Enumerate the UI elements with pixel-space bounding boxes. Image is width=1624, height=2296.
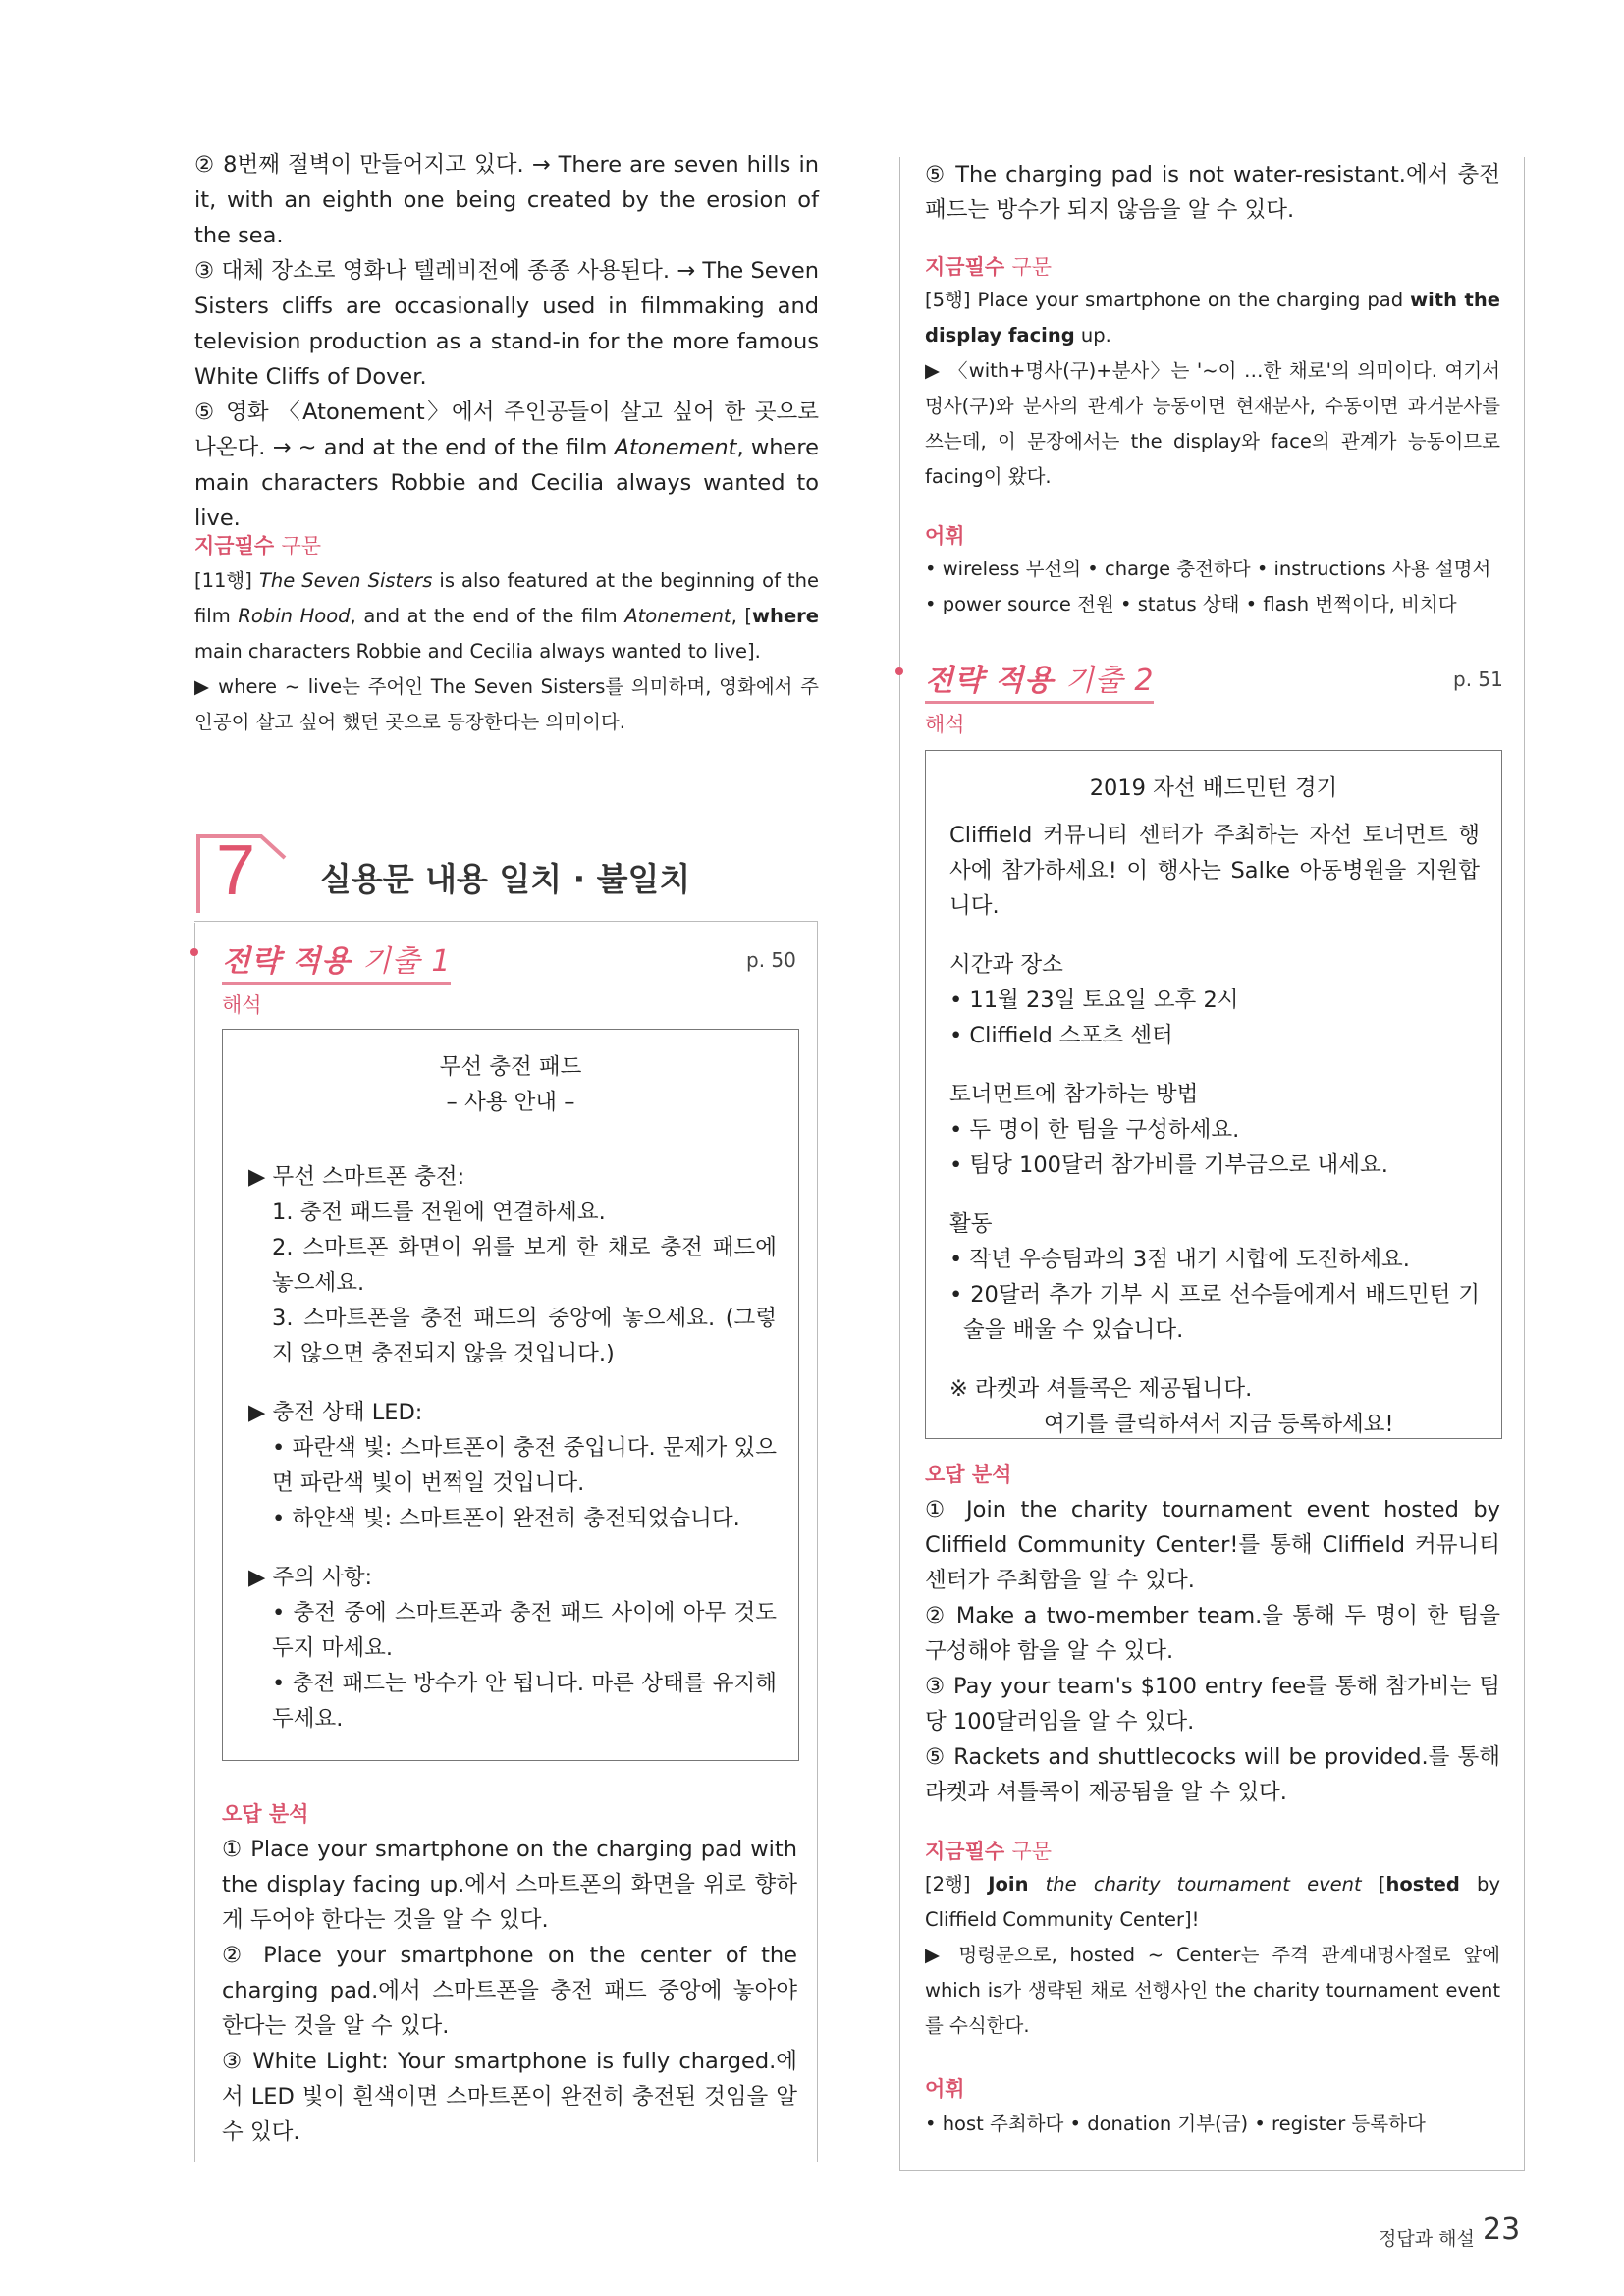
section-dot-2 [895, 667, 903, 675]
right-box-note1: ※ 라켓과 셔틀콕은 제공됩니다. [949, 1376, 1253, 1402]
intro-item-5: ⑤ 영화 〈Atonement〉에서 주인공들이 살고 싶어 한 곳으로 나온다. → ~ and at the end of the film Atonement, where main characters Robbie and Cecilia always wanted to live. [194, 400, 819, 531]
right-wrong-list [925, 1492, 1500, 1810]
right-grammar1-text: [5행] Place your smartphone on the charging pad with the display facing up. ▶ 〈with+명사(구)+분사〉는 '~이 …한 채로'의 의미이다. 여기서 명사(구)와 분사의 관계가 능동이면 현재분사, 수동이면 과거분사를 쓰는데, 이 문장에서는 the display와 face의 관계가 능동이므로 facing이 왔다. [925, 283, 1500, 495]
left-box-h2-item: • 하얀색 빛: 스마트폰이 완전히 충전되었습니다. [272, 1506, 740, 1531]
right-vocab1-line: • power source 전원 • status 상태 • flash 번쩍이다, 비치다 [925, 593, 1457, 615]
right-grammar1-note: ▶ 〈with+명사(구)+분사〉는 '~이 …한 채로'의 의미이다. 여기서 명사(구)와 분사의 관계가 능동이면 현재분사, 수동이면 과거분사를 쓰는데, 이 문장에서는 the display와 face의 관계가 능동이므로 facing이 왔다. [925, 359, 1500, 488]
right-frame-bottom [899, 2170, 1525, 2171]
right-box-title: 2019 자선 배드민턴 경기 [1089, 775, 1338, 801]
right-grammar1-label: 지금필수 구문 [925, 255, 1053, 279]
right-box-h2-item: • 팀당 100달러 참가비를 기부금으로 내세요. [949, 1152, 1388, 1178]
right-frame-right [1524, 157, 1525, 2171]
left-grammar-label: 지금필수 구문 [194, 534, 322, 558]
intro-item-3: ③ 대체 장소로 영화나 텔레비전에 종종 사용된다. → The Seven Sisters cliffs are occasionally used in filmmaking and television production as a stand-in for the more famous White Cliffs of Dover. [194, 258, 819, 390]
right-wrong-item: ② Make a two-member team.을 통해 두 명이 한 팀을 구성해야 함을 알 수 있다. [925, 1603, 1500, 1664]
section-page-1: p. 50 [746, 948, 796, 972]
right-wrong-item: ① Join the charity tournament event hosted by Cliffield Community Center!를 통해 Cliffield 커뮤니티 센터가 주최함을 알 수 있다. [925, 1497, 1500, 1593]
right-vocab2: • host 주최하다 • donation 기부(금) • register 등록하다 [925, 2112, 1426, 2135]
right-box-h3-item: • 20달러 추가 기부 시 프로 선수들에게서 배드민턴 기술을 배울 수 있습니다. [949, 1282, 1480, 1343]
left-wrong-list [222, 1832, 797, 2150]
page-number: 23 [1483, 2213, 1521, 2247]
right-box-h3-item: • 작년 우승팀과의 3점 내기 시합에 도전하세요. [949, 1247, 1410, 1272]
right-wrong-label: 오답 분석 [925, 1463, 1012, 1486]
right-box-h1: 시간과 장소 [949, 952, 1063, 978]
left-box-h1-item: 2. 스마트폰 화면이 위를 보게 한 채로 충전 패드에 놓으세요. [272, 1235, 777, 1296]
left-grammar-note: ▶ where ~ live는 주어인 The Seven Sisters를 의미하며, 영화에서 주인공이 살고 싶어 했던 곳으로 등장한다는 의미이다. [194, 675, 819, 733]
left-wrong-label: 오답 분석 [222, 1802, 309, 1826]
left-wrong-item: ① Place your smartphone on the charging pad with the display facing up.에서 스마트폰의 화면을 위로 향하게 두어야 한다는 것을 알 수 있다. [222, 1837, 797, 1933]
left-wrong-item: ② Place your smartphone on the center of the charging pad.에서 스마트폰을 충전 패드 중앙에 놓아야 한다는 것을 알 수 있다. [222, 1943, 797, 2039]
right-top-item: ⑤ The charging pad is not water-resistant.에서 충전 패드는 방수가 되지 않음을 알 수 있다. [925, 162, 1500, 223]
right-vocab1-line: • wireless 무선의 • charge 충전하다 • instructions 사용 설명서 [925, 558, 1491, 580]
right-vocab1-label: 어휘 [925, 524, 965, 548]
left-box-h2-item: • 파란색 빛: 스마트폰이 충전 중입니다. 문제가 있으면 파란색 빛이 번쩍일 것입니다. [272, 1435, 777, 1496]
right-wrong-item: ⑤ Rackets and shuttlecocks will be provided.를 통해 라켓과 셔틀콕이 제공됨을 알 수 있다. [925, 1744, 1500, 1805]
left-frame-line [194, 923, 195, 2162]
right-box [925, 750, 1502, 1439]
left-frame-top [194, 921, 817, 922]
left-intro [194, 147, 819, 536]
left-trans-label: 해석 [222, 993, 262, 1017]
chapter-number-box [194, 832, 283, 913]
left-box [222, 1029, 799, 1761]
left-box-subtitle: – 사용 안내 – [446, 1090, 575, 1115]
right-wrong-item: ③ Pay your team's $100 entry fee를 통해 참가비는 팀당 100달러임을 알 수 있다. [925, 1674, 1500, 1735]
footer-label: 정답과 해설 [1379, 2228, 1475, 2250]
right-trans-label: 해석 [925, 713, 965, 736]
right-grammar2-label: 지금필수 구문 [925, 1840, 1053, 1863]
section-page-2: p. 51 [1453, 667, 1503, 691]
section-dot [190, 948, 198, 956]
intro-item-2: ② 8번째 절벽이 만들어지고 있다. → There are seven hills in it, with an eighth one being created by the erosion of the sea. [194, 152, 819, 248]
right-vocab1 [925, 552, 1514, 622]
right-frame-left [899, 157, 900, 2171]
left-box-h3-item: • 충전 중에 스마트폰과 충전 패드 사이에 아무 것도 두지 마세요. [272, 1600, 777, 1661]
left-grammar-text: [11행] The Seven Sisters is also featured at the beginning of the film Robin Hood, and at the end of the film Atonement, [where main characters Robbie and Cecilia always wanted to live]. ▶ where ~ live는 주어인 The Seven Sisters를 의미하며, 영화에서 주인공이 살고 싶어 했던 곳으로 등장한다는 의미이다. [194, 563, 819, 740]
section-title-2: 전략 적용 기출 2 [925, 656, 1154, 704]
right-box-h1-item: • Cliffield 스포츠 센터 [949, 1023, 1173, 1048]
left-box-h1: ▶ 무선 스마트폰 충전: [248, 1164, 465, 1190]
chapter-number: 7 [216, 831, 256, 910]
left-box-h3-item: • 충전 패드는 방수가 안 됩니다. 마른 상태를 유지해 두세요. [272, 1671, 777, 1732]
left-box-h1-item: 3. 스마트폰을 충전 패드의 중앙에 놓으세요. (그렇지 않으면 충전되지 않을 것입니다.) [272, 1306, 777, 1366]
section-title-1: 전략 적용 기출 1 [222, 936, 451, 985]
left-box-h1-item: 1. 충전 패드를 전원에 연결하세요. [272, 1200, 606, 1225]
right-box-intro: Cliffield 커뮤니티 센터가 주최하는 자선 토너먼트 행사에 참가하세요! 이 행사는 Salke 아동병원을 지원합니다. [949, 823, 1480, 919]
right-box-h2-item: • 두 명이 한 팀을 구성하세요. [949, 1117, 1240, 1143]
left-box-title: 무선 충전 패드 [439, 1054, 582, 1080]
left-box-h3: ▶ 주의 사항: [248, 1565, 373, 1590]
right-vocab2-label: 어휘 [925, 2077, 965, 2101]
chapter-title: 실용문 내용 일치 · 불일치 [320, 860, 691, 898]
left-frame-right [817, 921, 818, 2162]
right-box-h2: 토너먼트에 참가하는 방법 [949, 1082, 1199, 1107]
right-grammar2-text: [2행] Join the charity tournament event [hosted by Cliffield Community Center]! ▶ 명령문으로, hosted ~ Center는 주격 관계대명사절로 앞에 which is가 생략된 채로 선행사인 the charity tournament event를 수식한다. [925, 1867, 1500, 2044]
left-wrong-item: ③ White Light: Your smartphone is fully charged.에서 LED 빛이 흰색이면 스마트폰이 완전히 충전된 것임을 알 수 있다. [222, 2049, 797, 2145]
right-grammar2-note: ▶ 명령문으로, hosted ~ Center는 주격 관계대명사절로 앞에 which is가 생략된 채로 선행사인 the charity tournament event를 수식한다. [925, 1944, 1500, 2037]
right-box-note2: 여기를 클릭하셔서 지금 등록하세요! [1044, 1412, 1394, 1437]
right-box-h3: 활동 [949, 1211, 993, 1237]
right-box-h1-item: • 11월 23일 토요일 오후 2시 [949, 988, 1239, 1013]
left-box-h2: ▶ 충전 상태 LED: [248, 1400, 423, 1425]
